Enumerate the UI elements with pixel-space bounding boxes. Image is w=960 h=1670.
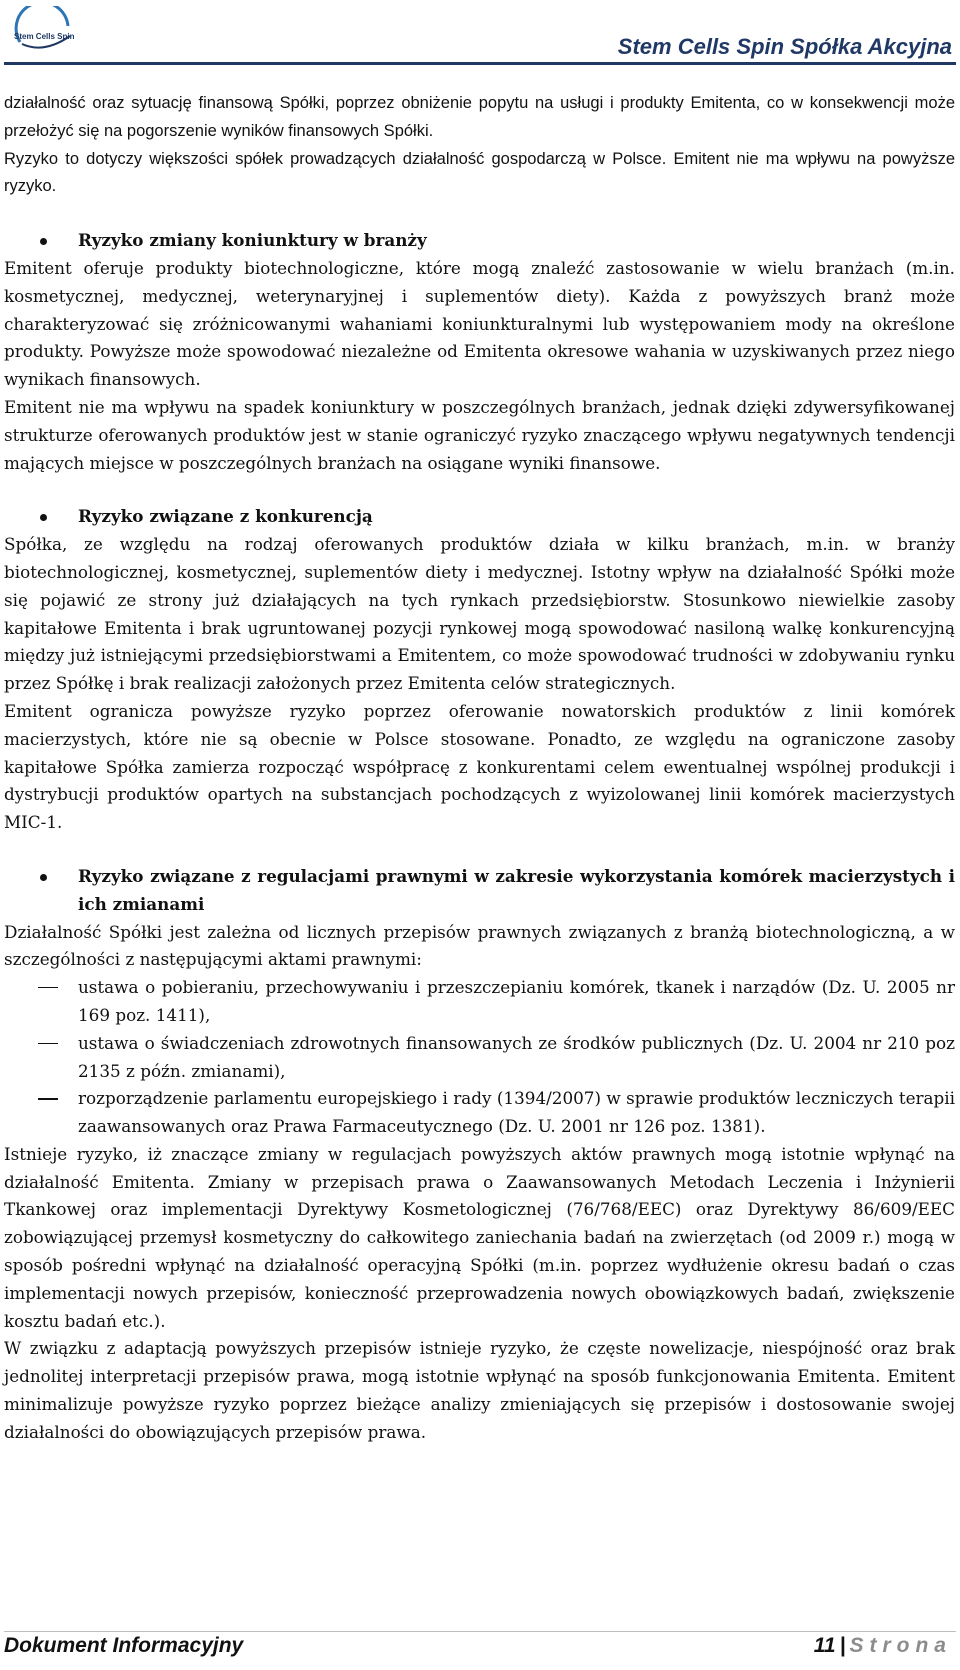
dash-icon — [38, 1043, 58, 1044]
intro-paragraph: Ryzyko to dotyczy większości spółek prowadzących działalność gospodarczą w Polsce. Emitent nie ma wpływu na powyższe ryzyko. — [4, 149, 955, 196]
list-item — [4, 1030, 955, 1086]
section-heading-text: Ryzyko związane z regulacjami prawnymi w zakresie wykorzystania komórek macierzystych i ich zmianami — [78, 865, 955, 914]
body-paragraph: Istnieje ryzyko, iż znaczące zmiany w regulacjach powyższych aktów prawnych mogą istotnie wpłynąć na działalność Emitenta. Zmiany w przepisach prawa o Zaawansowanych Metodach Leczenia i Inżynierii Tkankowej oraz implementacji Dyrektywy Kosmetologicznej (76/768/EEC) oraz Dyrektywy 86/609/EEC zobowiązującej przemysł kosmetyczny do całkowitego zaniechania badań na zwierzętach (od 2009 r.) mogą w sposób pośredni wpłynąć na działalność operacyjną Spółki (m.in. poprzez wydłużenie okresu badań o czas implementacji nowych przepisów, konieczność przeprowadzenia nowych obowiązkowych badań, zwiększenie kosztu badań etc.). — [4, 1143, 955, 1331]
body-paragraph: Emitent oferuje produkty biotechnologiczne, które mogą znaleźć zastosowanie w wielu branżach (m.in. kosmetycznej, medycznej, weterynaryjnej i suplementów diety). Każda z powyższych branż może charakteryzować się zróżnicowanymi wahaniami koniunkturalnymi lub występowaniem mody na określone produkty. Powyższe może spowodować niezależne od Emitenta okresowe wahania w uzyskiwanych przez niego wynikach finansowych. — [4, 257, 955, 390]
dash-icon — [38, 987, 58, 988]
section-heading-text: Ryzyko zmiany koniunktury w branży — [78, 230, 427, 251]
body-paragraph: Emitent ogranicza powyższe ryzyko poprzez oferowanie nowatorskich produktów z linii komórek macierzystych, które nie są obecnie w Polsce stosowane. Ponadto, ze względu na ograniczone zasoby kapitałowe Spółka zamierza rozpocząć współpracę z konkurentami celem ewentualnej wspólnej produkcji i dystrybucji produktów opartych na substancjach pochodzących z wyizolowanej linii komórek macierzystych MIC-1. — [4, 700, 955, 833]
list-item-text: rozporządzenie parlamentu europejskiego i rady (1394/2007) w sprawie produktów leczniczych terapii zaawansowanych oraz Prawa Farmaceutycznego (Dz. U. 2001 nr 126 poz. 1381). — [78, 1088, 955, 1137]
list-item — [4, 1085, 955, 1141]
section-heading-text: Ryzyko związane z konkurencją — [78, 506, 373, 527]
page-separator: | — [839, 1634, 846, 1657]
page-word: Strona — [849, 1634, 952, 1657]
list-item-text: ustawa o świadczeniach zdrowotnych finansowanych ze środków publicznych (Dz. U. 2004 nr 210 poz 2135 z późn. zmianami), — [78, 1032, 955, 1081]
section-heading — [4, 227, 955, 255]
header-divider — [4, 62, 956, 65]
bullet-icon — [40, 238, 47, 245]
logo-swoosh-icon — [8, 6, 80, 56]
intro-paragraph: działalność oraz sytuację finansową Spółki, poprzez obniżenie popytu na usługi i produkty Emitenta, co w konsekwencji może przełożyć się na pogorszenie wyników finansowych Spółki. — [4, 94, 955, 140]
body-paragraph: Emitent nie ma wpływu na spadek koniunktury w poszczególnych branżach, jednak dzięki zdywersyfikowanej strukturze oferowanych produktów jest w stanie ograniczyć ryzyko znaczącego wpływu negatywnych tendencji mających miejsce w poszczególnych branżach na osiągane wyniki finansowe. — [4, 396, 955, 473]
bullet-icon — [40, 874, 47, 881]
bullet-icon — [40, 514, 47, 521]
footer-divider — [4, 1631, 956, 1632]
spacer — [4, 201, 955, 227]
page-number: 11 — [813, 1634, 836, 1657]
page-header — [0, 0, 960, 68]
list-item-text: ustawa o pobieraniu, przechowywaniu i przeszczepianiu komórek, tkanek i narządów (Dz. U. 2005 nr 169 poz. 1411), — [78, 977, 955, 1025]
document-body — [4, 90, 955, 1447]
body-paragraph: Działalność Spółki jest zależna od licznych przepisów prawnych związanych z branżą biotechnologiczną, a w szczególności z następującymi aktami prawnymi: — [4, 921, 955, 970]
list-item — [4, 974, 955, 1030]
footer-document-name: Dokument Informacyjny — [4, 1634, 244, 1657]
page-number-block — [814, 1634, 952, 1658]
spacer — [4, 477, 955, 503]
body-paragraph: Spółka, ze względu na rodzaj oferowanych produktów działa w kilku branżach, m.in. w branży biotechnologicznej, kosmetycznej, suplementów diety i medycznej. Istotny wpływ na działalność Spółki może się pojawić ze strony już działających na tych rynkach przedsiębiorstw. Stosunkowo niewielkie zasoby kapitałowe Emitenta i brak ugruntowanej pozycji rynkowej mogą spowodować nasiloną walkę konkurencyjną między już istniejącymi przedsiębiorstwami a Emitentem, co może spowodować trudności w zdobywaniu rynku przez Spółkę i brak realizacji założonych przez Emitenta celów strategicznych. — [4, 534, 955, 694]
body-paragraph: W związku z adaptacją powyższych przepisów istnieje ryzyko, że częste nowelizacje, niespójność oraz brak jednolitej interpretacji przepisów prawa, mogą istotnie wpłynąć na sposób funkcjonowania Emitenta. Emitent minimalizuje powyższe ryzyko poprzez bieżące analizy zmieniających się przepisów i dostosowanie swojej działalności do obowiązujących przepisów prawa. — [4, 1338, 955, 1442]
company-logo — [8, 6, 80, 56]
section-heading — [4, 863, 955, 919]
logo-text: Stem Cells Spin — [14, 32, 75, 41]
section-heading — [4, 503, 955, 531]
spacer — [4, 837, 955, 863]
dash-icon — [38, 1098, 58, 1099]
header-title: Stem Cells Spin Spółka Akcyjna — [617, 34, 952, 59]
